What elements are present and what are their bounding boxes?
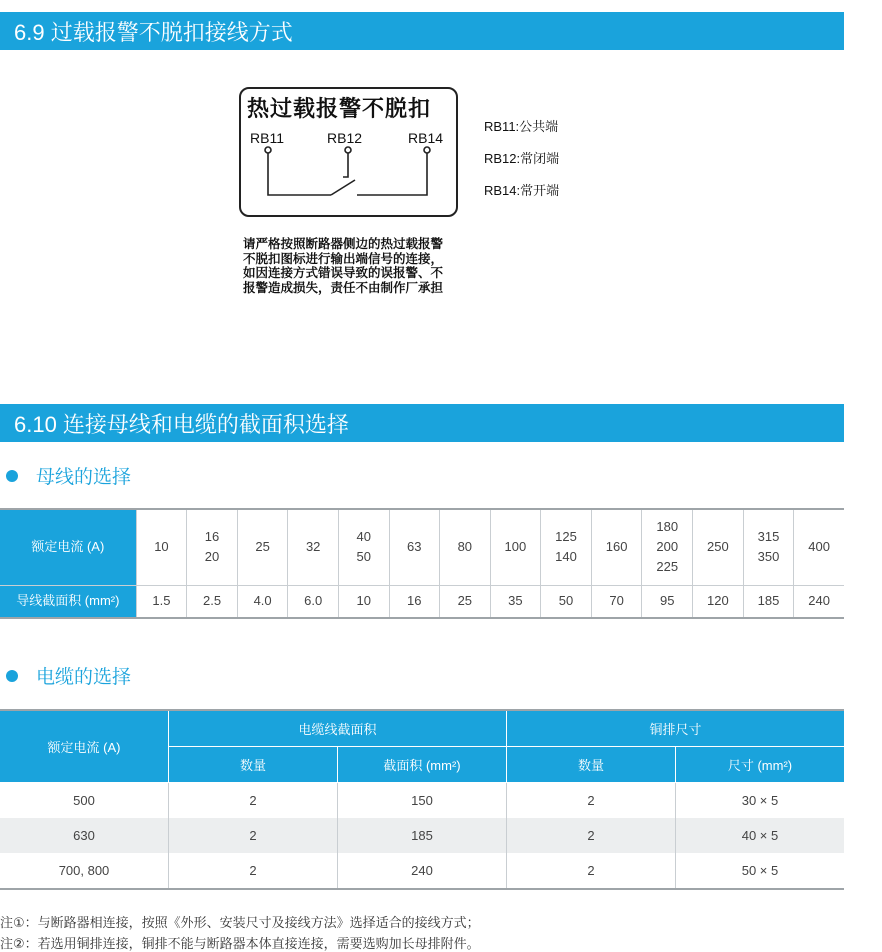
section-cell: 25: [440, 585, 491, 618]
current-value: 350: [757, 549, 780, 565]
warning-line: 如因连接方式错误导致的误报警、不: [243, 266, 444, 280]
current-value: 32: [305, 539, 321, 555]
header-bar-count: 数量: [507, 747, 676, 783]
cell-bar-count: 2: [507, 783, 676, 819]
section-cell: 70: [591, 585, 642, 618]
section-cell: 4.0: [237, 585, 288, 618]
legend-rb12: RB12:常闭端: [484, 151, 560, 166]
cell-cable-count: 2: [169, 818, 338, 853]
current-cell: [794, 509, 844, 585]
terminal-rb12-circle: [345, 147, 351, 153]
section-cell: 120: [693, 585, 744, 618]
cable-subheading: [6, 662, 131, 689]
contact-wiring-schematic: [239, 87, 458, 217]
section-cell: 185: [743, 585, 794, 618]
section-cell: 1.5: [136, 585, 187, 618]
cell-bar-count: 2: [507, 818, 676, 853]
current-value: 125: [555, 529, 577, 545]
current-value: 200: [656, 539, 679, 555]
current-value: 16: [204, 529, 220, 545]
terminal-rb14-circle: [424, 147, 430, 153]
section-cell: 6.0: [288, 585, 339, 618]
footnote-1: 注①：与断路器相连接，按照《外形、安装尺寸及接线方法》选择适合的接线方式；: [0, 915, 480, 930]
current-value: 80: [457, 539, 473, 555]
current-cell: [541, 509, 592, 585]
diagram-title: 热过载报警不脱扣: [247, 96, 432, 121]
current-value: 250: [707, 539, 729, 555]
current-value: 100: [504, 539, 527, 555]
current-cell: [490, 509, 541, 585]
section-cell: 2.5: [187, 585, 238, 618]
current-cell: [338, 509, 389, 585]
legend-rb14: RB14:常开端: [484, 183, 560, 198]
section-6-9-heading: 6.9 过载报警不脱扣接线方式: [0, 12, 844, 50]
cell-bar-count: 2: [507, 853, 676, 889]
no-wire: [357, 153, 427, 195]
cell-current: 630: [0, 818, 169, 853]
warning-line: 报警造成损失，责任不由制作厂承担: [243, 280, 444, 295]
header-cable-section-group: 电缆线截面积: [169, 710, 507, 747]
busbar-current-row: [0, 509, 844, 585]
legend-rb11: RB11:公共端: [484, 119, 559, 134]
cell-bar-size: 30 × 5: [676, 783, 845, 819]
cell-current: 500: [0, 783, 169, 819]
table-row: [0, 818, 844, 853]
current-value: 180: [656, 519, 679, 535]
bullet-dot-icon: [6, 470, 18, 482]
header-copper-bar-group: 铜排尺寸: [507, 710, 845, 747]
section-6-10-heading: 6.10 连接母线和电缆的截面积选择: [0, 404, 844, 442]
busbar-selection-table: [0, 508, 844, 619]
nc-wire: [343, 153, 348, 177]
row-header-current: 额定电流 (A): [0, 509, 136, 585]
current-value: 140: [555, 549, 577, 565]
terminal-rb11-circle: [265, 147, 271, 153]
current-cell: [440, 509, 491, 585]
table-row: [0, 783, 844, 819]
section-cell: 50: [541, 585, 592, 618]
table-row: [0, 853, 844, 889]
section-cell: 16: [389, 585, 440, 618]
current-cell: [288, 509, 339, 585]
current-cell: [389, 509, 440, 585]
busbar-section-row: [0, 585, 844, 618]
section-cell: 35: [490, 585, 541, 618]
header-bar-size: 尺寸 (mm²): [676, 747, 845, 783]
warning-line: 请严格按照断路器侧边的热过载报警: [243, 237, 444, 251]
cell-cable-area: 240: [338, 853, 507, 889]
cell-cable-count: 2: [169, 783, 338, 819]
terminal-label-rb14: RB14: [408, 130, 444, 146]
current-cell: [187, 509, 238, 585]
current-value: 50: [356, 549, 371, 565]
header-rated-current: 额定电流 (A): [0, 710, 169, 783]
cable-subheading-text: 电缆的选择: [36, 667, 132, 688]
current-cell: [743, 509, 794, 585]
header-cable-area: 截面积 (mm²): [338, 747, 507, 783]
current-value: 63: [407, 539, 422, 555]
current-value: 225: [656, 559, 679, 575]
wiring-warning-text: [243, 237, 483, 295]
current-value: 315: [757, 529, 780, 545]
switch-blade: [331, 180, 355, 195]
cell-cable-area: 150: [338, 783, 507, 819]
section-cell: 240: [794, 585, 844, 618]
busbar-subheading: [6, 462, 131, 489]
common-wire: [268, 153, 331, 195]
current-cell: [591, 509, 642, 585]
current-cell: [642, 509, 693, 585]
row-header-section: 导线截面积 (mm²): [0, 585, 136, 618]
current-value: 160: [605, 539, 628, 555]
cell-bar-size: 50 × 5: [676, 853, 845, 889]
cell-current: 700, 800: [0, 853, 169, 889]
terminal-label-rb11: RB11: [250, 130, 284, 146]
current-value: 400: [808, 539, 830, 555]
header-cable-count: 数量: [169, 747, 338, 783]
cable-selection-table: [0, 709, 844, 890]
cell-cable-area: 185: [338, 818, 507, 853]
section-cell: 95: [642, 585, 693, 618]
current-value: 20: [204, 549, 220, 565]
footnote-2: 注②：若选用铜排连接，铜排不能与断路器本体直接连接，需要选购加长母排附件。: [0, 936, 480, 951]
current-cell: [237, 509, 288, 585]
terminal-label-rb12: RB12: [327, 130, 363, 146]
cell-bar-size: 40 × 5: [676, 818, 845, 853]
warning-line: 不脱扣图标进行输出端信号的连接，: [243, 251, 444, 266]
current-cell: [136, 509, 187, 585]
busbar-subheading-text: 母线的选择: [36, 467, 132, 488]
section-cell: 10: [338, 585, 389, 618]
current-value: 40: [356, 529, 371, 545]
current-cell: [693, 509, 744, 585]
bullet-dot-icon: [6, 670, 18, 682]
current-value: 10: [154, 539, 169, 555]
cell-cable-count: 2: [169, 853, 338, 889]
current-value: 25: [255, 539, 270, 555]
